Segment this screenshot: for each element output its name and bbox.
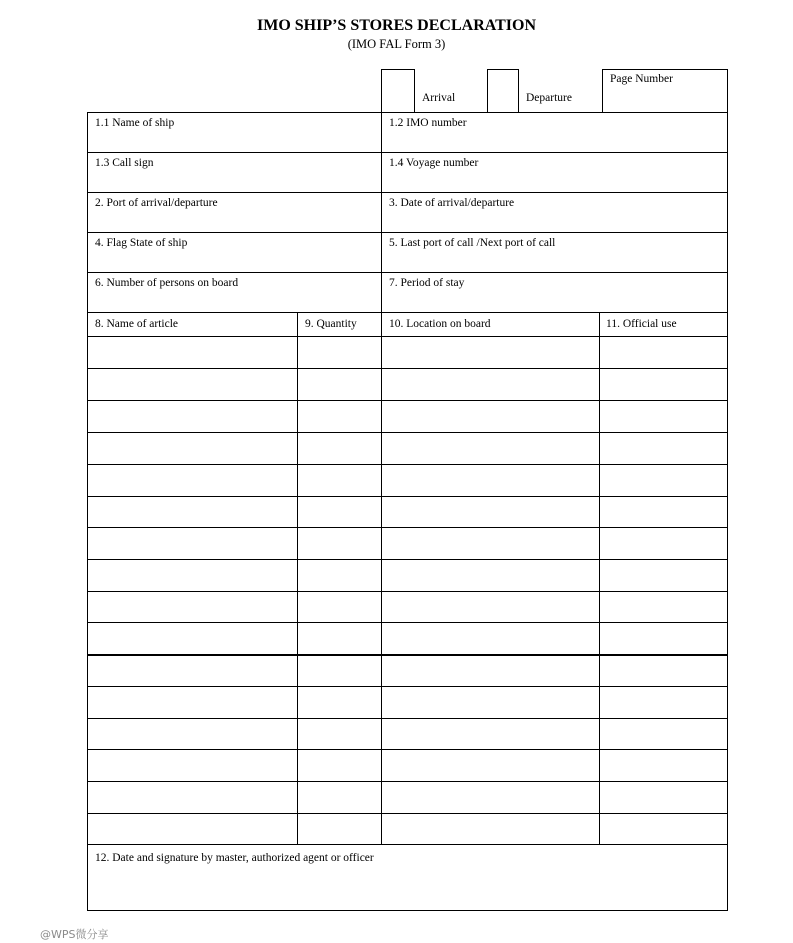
period-of-stay-label: 7. Period of stay [389, 277, 465, 289]
table-row-line [87, 432, 728, 433]
table-row-line [87, 464, 728, 465]
arrival-label: Arrival [422, 92, 456, 104]
port-label: 2. Port of arrival/departure [95, 197, 218, 209]
form-title: IMO SHIP’S STORES DECLARATION [256, 17, 537, 34]
name-of-ship-label: 1.1 Name of ship [95, 117, 175, 129]
table-row-line [87, 654, 728, 656]
table-row-line [87, 400, 728, 401]
watermark: @WPS微分享 [40, 928, 109, 941]
quantity-header: 9. Quantity [305, 318, 357, 330]
name-of-article-header: 8. Name of article [95, 318, 179, 330]
location-on-board-header: 10. Location on board [389, 318, 491, 330]
column-divider [297, 312, 298, 844]
page-number-label: Page Number [610, 73, 673, 85]
table-row-line [87, 527, 728, 528]
divider [87, 192, 728, 193]
divider [87, 272, 728, 273]
voyage-number-label: 1.4 Voyage number [389, 157, 479, 169]
persons-on-board-label: 6. Number of persons on board [95, 277, 239, 289]
official-use-header: 11. Official use [606, 318, 677, 330]
table-row-line [87, 749, 728, 750]
column-divider [381, 112, 382, 844]
divider [87, 232, 728, 233]
table-row-line [87, 844, 728, 845]
table-row-line [87, 781, 728, 782]
column-divider [599, 312, 600, 844]
signature-label: 12. Date and signature by master, authorized agent or officer [95, 852, 374, 864]
form-subtitle: (IMO FAL Form 3) [347, 37, 446, 51]
imo-number-label: 1.2 IMO number [389, 117, 467, 129]
departure-checkbox[interactable] [487, 69, 519, 113]
divider [87, 336, 728, 337]
table-row-line [87, 368, 728, 369]
table-row-line [87, 591, 728, 592]
date-label: 3. Date of arrival/departure [389, 197, 515, 209]
table-row-line [87, 622, 728, 623]
table-row-line [87, 718, 728, 719]
flag-state-label: 4. Flag State of ship [95, 237, 188, 249]
last-port-label: 5. Last port of call /Next port of call [389, 237, 556, 249]
divider [87, 312, 728, 313]
table-row-line [87, 686, 728, 687]
table-row-line [87, 496, 728, 497]
table-row-line [87, 813, 728, 814]
table-row-line [87, 559, 728, 560]
call-sign-label: 1.3 Call sign [95, 157, 154, 169]
arrival-checkbox[interactable] [381, 69, 415, 113]
divider [87, 152, 728, 153]
departure-label: Departure [526, 92, 572, 104]
